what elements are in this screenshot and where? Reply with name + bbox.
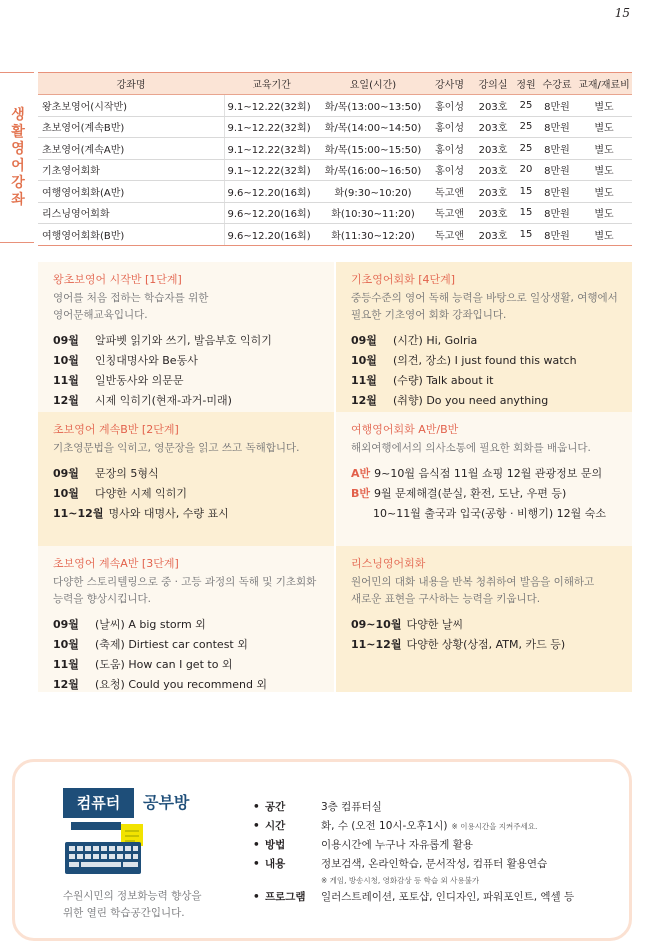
month-label: 12월 bbox=[53, 394, 79, 407]
panel-listening-conversation bbox=[336, 546, 632, 692]
topic-text: 9월 문제해결(분실, 환전, 도난, 우편 등) bbox=[374, 487, 567, 500]
side-label-char: 생 bbox=[11, 107, 25, 123]
topic-text: 10~11월 출국과 입국(공항 · 비행기) 12월 숙소 bbox=[373, 507, 607, 520]
side-rule-top bbox=[0, 72, 34, 73]
cell-capacity: 20 bbox=[514, 159, 538, 181]
table-row bbox=[38, 138, 632, 160]
cell-materials: 별도 bbox=[576, 202, 632, 224]
list-item bbox=[53, 464, 320, 484]
cell-capacity: 15 bbox=[514, 224, 538, 246]
cell-capacity: 15 bbox=[514, 202, 538, 224]
bullet: • bbox=[253, 820, 260, 832]
cell-period: 9.1~12.22(32회) bbox=[224, 116, 319, 138]
panel-title: 기초영어회화 [4단계] bbox=[351, 273, 456, 286]
panel-description bbox=[351, 440, 618, 457]
cell-materials: 별도 bbox=[576, 181, 632, 203]
cell-course-name: 초보영어(계속B반) bbox=[38, 116, 224, 138]
panel-desc-line: 능력을 향상시킵니다. bbox=[53, 593, 151, 605]
cell-room: 203호 bbox=[472, 138, 514, 160]
info-value: 정보검색, 온라인학습, 문서작성, 컴퓨터 활용연습 bbox=[321, 858, 548, 870]
info-note: ※ 이용시간을 지켜주세요. bbox=[451, 822, 538, 831]
cell-fee: 8만원 bbox=[538, 159, 576, 181]
month-label: 09월 bbox=[53, 618, 79, 631]
list-item bbox=[53, 655, 320, 675]
month-label: 10월 bbox=[53, 487, 79, 500]
cell-capacity: 25 bbox=[514, 138, 538, 160]
list-item bbox=[53, 371, 320, 391]
panel-desc-line: 기초영문법을 익히고, 영문장을 읽고 쓰고 독해합니다. bbox=[53, 442, 300, 454]
list-item bbox=[351, 504, 618, 524]
cell-day-time: 화/목(14:00~14:50) bbox=[319, 116, 427, 138]
cell-capacity: 25 bbox=[514, 95, 538, 117]
panel-title: 리스닝영어회화 bbox=[351, 557, 426, 570]
panel-beginner-continue-a bbox=[38, 546, 334, 692]
table-row bbox=[38, 95, 632, 117]
cell-materials: 별도 bbox=[576, 138, 632, 160]
bullet: • bbox=[253, 839, 260, 851]
cell-instructor: 홍이성 bbox=[427, 159, 472, 181]
topic-text: (요청) Could you recommend 외 bbox=[95, 678, 268, 691]
info-label: 공간 bbox=[265, 801, 286, 813]
content-restriction-note: ※ 게임, 방송시청, 영화감상 등 학습 외 사용불가 bbox=[321, 876, 480, 885]
topic-text: (시간) Hi, Golria bbox=[393, 334, 478, 347]
table-row bbox=[38, 224, 632, 246]
list-item bbox=[53, 675, 320, 695]
list-item bbox=[53, 504, 320, 524]
panel-desc-line: 원어민의 대화 내용을 반복 청취하여 발음을 이해하고 bbox=[351, 576, 595, 588]
cell-period: 9.1~12.22(32회) bbox=[224, 95, 319, 117]
table-row bbox=[38, 116, 632, 138]
panel-description bbox=[53, 574, 320, 608]
cell-course-name: 여행영어회화(B반) bbox=[38, 224, 224, 246]
info-item-content bbox=[253, 855, 623, 874]
cell-materials: 별도 bbox=[576, 159, 632, 181]
cell-day-time: 화/목(16:00~16:50) bbox=[319, 159, 427, 181]
list-item bbox=[53, 615, 320, 635]
side-label-char: 강 bbox=[11, 175, 25, 191]
header-room: 강의실 bbox=[472, 73, 514, 95]
cell-materials: 별도 bbox=[576, 224, 632, 246]
list-item bbox=[351, 635, 618, 655]
list-item bbox=[53, 484, 320, 504]
month-label: 09월 bbox=[53, 467, 79, 480]
cell-room: 203호 bbox=[472, 224, 514, 246]
cell-course-name: 리스닝영어회화 bbox=[38, 202, 224, 224]
month-label: 12월 bbox=[53, 678, 79, 691]
side-label-char: 어 bbox=[11, 158, 25, 174]
computer-room-title bbox=[63, 788, 205, 818]
list-item bbox=[351, 331, 618, 351]
panel-desc-line: 영어를 처음 접하는 학습자를 위한 bbox=[53, 292, 209, 304]
panel-description bbox=[351, 574, 618, 608]
panel-desc-line: 영어문해교육입니다. bbox=[53, 309, 148, 321]
cell-fee: 8만원 bbox=[538, 95, 576, 117]
cell-capacity: 25 bbox=[514, 116, 538, 138]
bullet: • bbox=[253, 858, 260, 870]
cell-room: 203호 bbox=[472, 159, 514, 181]
side-category-label bbox=[8, 107, 28, 209]
month-label: 12월 bbox=[351, 394, 377, 407]
header-instructor: 강사명 bbox=[427, 73, 472, 95]
class-a-label: A반 bbox=[351, 467, 371, 480]
bullet: • bbox=[253, 801, 260, 813]
info-item-space bbox=[253, 798, 623, 817]
cell-period: 9.1~12.22(32회) bbox=[224, 138, 319, 160]
panel-desc-line: 다양한 스토리텔링으로 중 · 고등 과정의 독해 및 기초회화 bbox=[53, 576, 317, 588]
topic-text: (수량) Talk about it bbox=[393, 374, 494, 387]
panel-title: 왕초보영어 시작반 [1단계] bbox=[53, 273, 182, 286]
keyboard-icon bbox=[63, 822, 151, 876]
topic-text: (도움) How can I get to 외 bbox=[95, 658, 233, 671]
cell-instructor: 홍이성 bbox=[427, 95, 472, 117]
table-row bbox=[38, 181, 632, 203]
topic-text: (의견, 장소) I just found this watch bbox=[393, 354, 577, 367]
panel-desc-line: 해외여행에서의 의사소통에 필요한 회화를 배웁니다. bbox=[351, 442, 591, 454]
list-item bbox=[53, 331, 320, 351]
side-label-char: 활 bbox=[11, 124, 25, 140]
info-label: 내용 bbox=[265, 858, 286, 870]
topic-text: 다양한 날씨 bbox=[406, 618, 464, 631]
side-rule-bottom bbox=[0, 242, 34, 243]
computer-room-title-part1: 컴퓨터 bbox=[63, 788, 134, 818]
cell-room: 203호 bbox=[472, 202, 514, 224]
topic-text: 다양한 시제 익히기 bbox=[95, 487, 188, 500]
cell-fee: 8만원 bbox=[538, 116, 576, 138]
cell-day-time: 화/목(13:00~13:50) bbox=[319, 95, 427, 117]
month-label: 11~12월 bbox=[53, 507, 104, 520]
table-header-row bbox=[38, 73, 632, 95]
cell-fee: 8만원 bbox=[538, 202, 576, 224]
info-label: 방법 bbox=[265, 839, 286, 851]
computer-room-title-part2: 공부방 bbox=[143, 793, 190, 812]
computer-room-info-list bbox=[253, 798, 623, 907]
month-label: 11월 bbox=[351, 374, 377, 387]
panel-beginner-start bbox=[38, 262, 334, 412]
cell-fee: 8만원 bbox=[538, 224, 576, 246]
topic-text: 일반동사와 의문문 bbox=[95, 374, 184, 387]
header-course-name: 강좌명 bbox=[38, 73, 224, 95]
header-materials: 교재/재료비 bbox=[576, 73, 632, 95]
cell-course-name: 초보영어(계속A반) bbox=[38, 138, 224, 160]
list-item bbox=[53, 635, 320, 655]
info-item-program bbox=[253, 888, 623, 907]
cell-period: 9.1~12.22(32회) bbox=[224, 159, 319, 181]
panel-desc-line: 필요한 기초영어 회화 강좌입니다. bbox=[351, 309, 507, 321]
cell-course-name: 기초영어회화 bbox=[38, 159, 224, 181]
month-label: 11월 bbox=[53, 374, 79, 387]
computer-study-room-box bbox=[12, 759, 632, 941]
cell-fee: 8만원 bbox=[538, 181, 576, 203]
topic-text: 문장의 5형식 bbox=[95, 467, 159, 480]
month-label: 10월 bbox=[53, 354, 79, 367]
cell-period: 9.6~12.20(16회) bbox=[224, 181, 319, 203]
cell-period: 9.6~12.20(16회) bbox=[224, 202, 319, 224]
topic-text: 시제 익히기(현재-과거-미래) bbox=[95, 394, 232, 407]
info-item-method bbox=[253, 836, 623, 855]
cell-room: 203호 bbox=[472, 95, 514, 117]
table-row bbox=[38, 159, 632, 181]
table-row bbox=[38, 202, 632, 224]
panel-title: 초보영어 계속A반 [3단계] bbox=[53, 557, 179, 570]
cell-room: 203호 bbox=[472, 116, 514, 138]
cell-day-time: 화(11:30~12:20) bbox=[319, 224, 427, 246]
info-item-time bbox=[253, 817, 623, 836]
panel-title: 초보영어 계속B반 [2단계] bbox=[53, 423, 179, 436]
panel-desc-line: 새로운 표현을 구사하는 능력을 키웁니다. bbox=[351, 593, 541, 605]
cell-capacity: 15 bbox=[514, 181, 538, 203]
month-label: 10월 bbox=[351, 354, 377, 367]
computer-room-desc-line: 위한 열린 학습공간입니다. bbox=[63, 907, 185, 919]
topic-text: (취향) Do you need anything bbox=[393, 394, 549, 407]
header-fee: 수강료 bbox=[538, 73, 576, 95]
side-label-char: 영 bbox=[11, 141, 25, 157]
page-number: 15 bbox=[614, 6, 630, 20]
topic-text: 인칭대명사와 Be동사 bbox=[95, 354, 198, 367]
month-label: 11월 bbox=[53, 658, 79, 671]
cell-day-time: 화(9:30~10:20) bbox=[319, 181, 427, 203]
topic-text: (날씨) A big storm 외 bbox=[95, 618, 206, 631]
course-schedule-table bbox=[38, 72, 632, 246]
cell-room: 203호 bbox=[472, 181, 514, 203]
list-item bbox=[351, 391, 618, 411]
info-value: 이용시간에 누구나 자유롭게 활용 bbox=[321, 839, 474, 851]
topic-text: 알파벳 읽기와 쓰기, 발음부호 익히기 bbox=[95, 334, 272, 347]
list-item bbox=[351, 615, 618, 635]
list-item bbox=[351, 371, 618, 391]
header-capacity: 정원 bbox=[514, 73, 538, 95]
cell-materials: 별도 bbox=[576, 95, 632, 117]
info-label: 시간 bbox=[265, 820, 286, 832]
cell-course-name: 여행영어회화(A반) bbox=[38, 181, 224, 203]
cell-materials: 별도 bbox=[576, 116, 632, 138]
cell-fee: 8만원 bbox=[538, 138, 576, 160]
cell-instructor: 홍이성 bbox=[427, 138, 472, 160]
info-value bbox=[321, 817, 623, 836]
month-label: 10월 bbox=[53, 638, 79, 651]
topic-text: 명사와 대명사, 수량 표시 bbox=[108, 507, 229, 520]
panel-description bbox=[351, 290, 618, 324]
panel-beginner-continue-b bbox=[38, 412, 334, 546]
panel-travel-conversation bbox=[336, 412, 632, 546]
bullet: • bbox=[253, 891, 260, 903]
topic-text: 다양한 상황(상점, ATM, 카드 등) bbox=[406, 638, 566, 651]
month-label: 09월 bbox=[53, 334, 79, 347]
month-label: 11~12월 bbox=[351, 638, 402, 651]
month-label: 09월 bbox=[351, 334, 377, 347]
cell-day-time: 화/목(15:00~15:50) bbox=[319, 138, 427, 160]
cell-course-name: 왕초보영어(시작반) bbox=[38, 95, 224, 117]
cell-period: 9.6~12.20(16회) bbox=[224, 224, 319, 246]
computer-room-description bbox=[63, 888, 243, 922]
panel-desc-line: 중등수준의 영어 독해 능력을 바탕으로 일상생활, 여행에서 bbox=[351, 292, 618, 304]
panel-title: 여행영어회화 A반/B반 bbox=[351, 423, 459, 436]
panel-basic-conversation bbox=[336, 262, 632, 412]
month-label: 09~10월 bbox=[351, 618, 402, 631]
topic-text: (축제) Dirtiest car contest 외 bbox=[95, 638, 248, 651]
cell-instructor: 독고앤 bbox=[427, 181, 472, 203]
computer-room-desc-line: 수원시민의 정보화능력 향상을 bbox=[63, 890, 202, 902]
info-label: 프로그램 bbox=[265, 891, 306, 903]
list-item bbox=[351, 351, 618, 371]
cell-day-time: 화(10:30~11:20) bbox=[319, 202, 427, 224]
list-item bbox=[53, 391, 320, 411]
topic-text: 9~10월 음식점 11월 쇼핑 12월 관광정보 문의 bbox=[374, 467, 603, 480]
list-item bbox=[351, 484, 618, 504]
course-panels bbox=[38, 262, 632, 692]
cell-instructor: 독고앤 bbox=[427, 224, 472, 246]
panel-description bbox=[53, 440, 320, 457]
info-value-text: 화, 수 (오전 10시-오후1시) bbox=[321, 820, 448, 832]
list-item bbox=[53, 351, 320, 371]
cell-instructor: 독고앤 bbox=[427, 202, 472, 224]
cell-instructor: 홍이성 bbox=[427, 116, 472, 138]
panel-description bbox=[53, 290, 320, 324]
side-label-char: 좌 bbox=[11, 192, 25, 208]
header-day-time: 요일(시간) bbox=[319, 73, 427, 95]
list-item bbox=[351, 464, 618, 484]
info-value: 3층 컴퓨터실 bbox=[321, 801, 382, 813]
info-value: 일러스트레이션, 포토샵, 인디자인, 파워포인트, 엑셀 등 bbox=[321, 891, 575, 903]
header-period: 교육기간 bbox=[224, 73, 319, 95]
class-b-label: B반 bbox=[351, 487, 371, 500]
